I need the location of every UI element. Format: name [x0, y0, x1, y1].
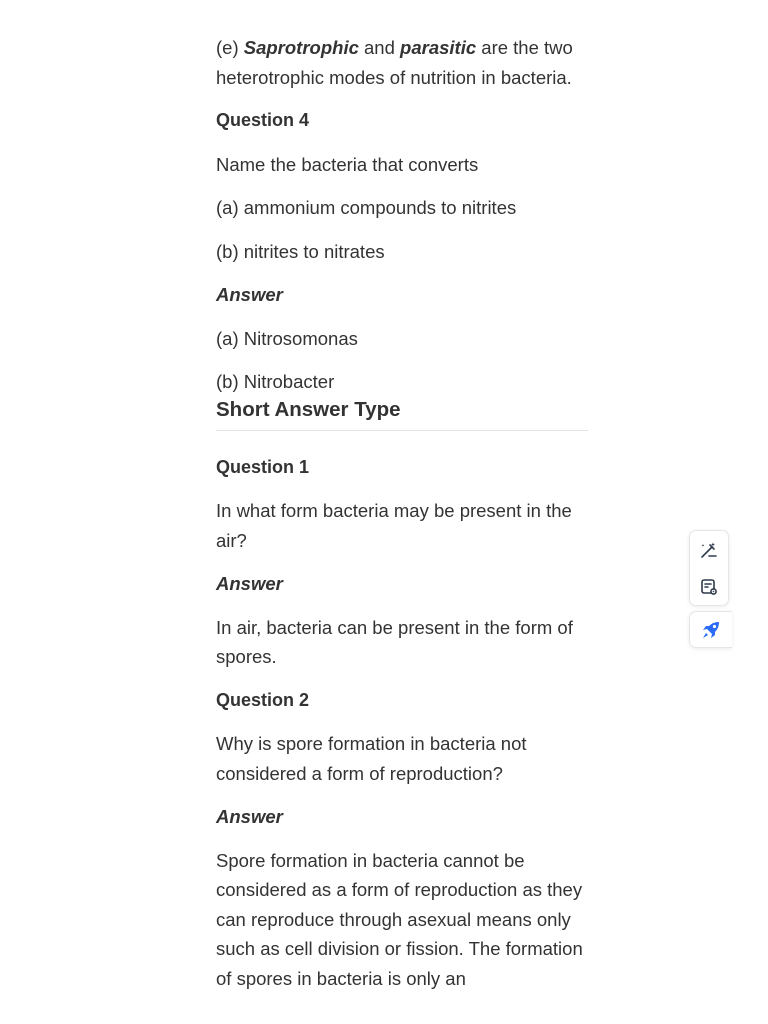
edit-wand-button[interactable] — [696, 537, 722, 563]
short-question-1-answer: In air, bacteria can be present in the form of spores. — [216, 616, 573, 667]
question-4-answer-b: (b) Nitrobacter — [216, 371, 335, 392]
intro-suffix: are the two heterotrophic modes of nutrition in bacteria. — [216, 37, 573, 88]
edit-wand-icon — [699, 540, 719, 560]
question-4-option-a: (a) ammonium compounds to nitrites — [216, 197, 517, 218]
section-title: Short Answer Type — [216, 397, 588, 431]
rocket-icon — [700, 619, 722, 641]
question-4-answer-label: Answer — [216, 284, 283, 305]
short-question-1-answer-label: Answer — [216, 573, 283, 594]
question-4-text: Name the bacteria that converts — [216, 153, 479, 175]
short-question-2-heading: Question 2 — [216, 689, 310, 710]
question-4-option-b: (b) nitrites to nitrates — [216, 240, 385, 262]
term-parasitic: parasitic — [400, 37, 477, 58]
document-settings-button[interactable] — [696, 574, 722, 600]
floating-toolbar — [689, 530, 729, 606]
short-question-2-text: Why is spore formation in bacteria not considered a form of reproduction? — [216, 733, 527, 784]
question-4-answer-a: (a) Nitrosomonas — [216, 327, 358, 349]
term-saprotrophic: Saprotrophic — [243, 37, 359, 58]
short-question-2-answer: Spore formation in bacteria cannot be considered as a form of reproduction as they can reproduce through asexual means only such as cell division or fission. The formation of spores in bacteria is only an — [216, 849, 583, 989]
short-question-1-heading: Question 1 — [216, 456, 310, 477]
article-content — [216, 33, 588, 1007]
intro-paragraph — [216, 33, 588, 92]
intro-joiner: and — [358, 37, 401, 58]
settings-document-icon — [699, 577, 719, 597]
short-question-1-text: In what form bacteria may be present in the air? — [216, 500, 572, 551]
intro-prefix: (e) — [216, 37, 244, 58]
question-4-heading: Question 4 — [216, 110, 310, 130]
short-question-2-answer-label: Answer — [216, 806, 283, 827]
launch-button[interactable] — [689, 611, 732, 648]
